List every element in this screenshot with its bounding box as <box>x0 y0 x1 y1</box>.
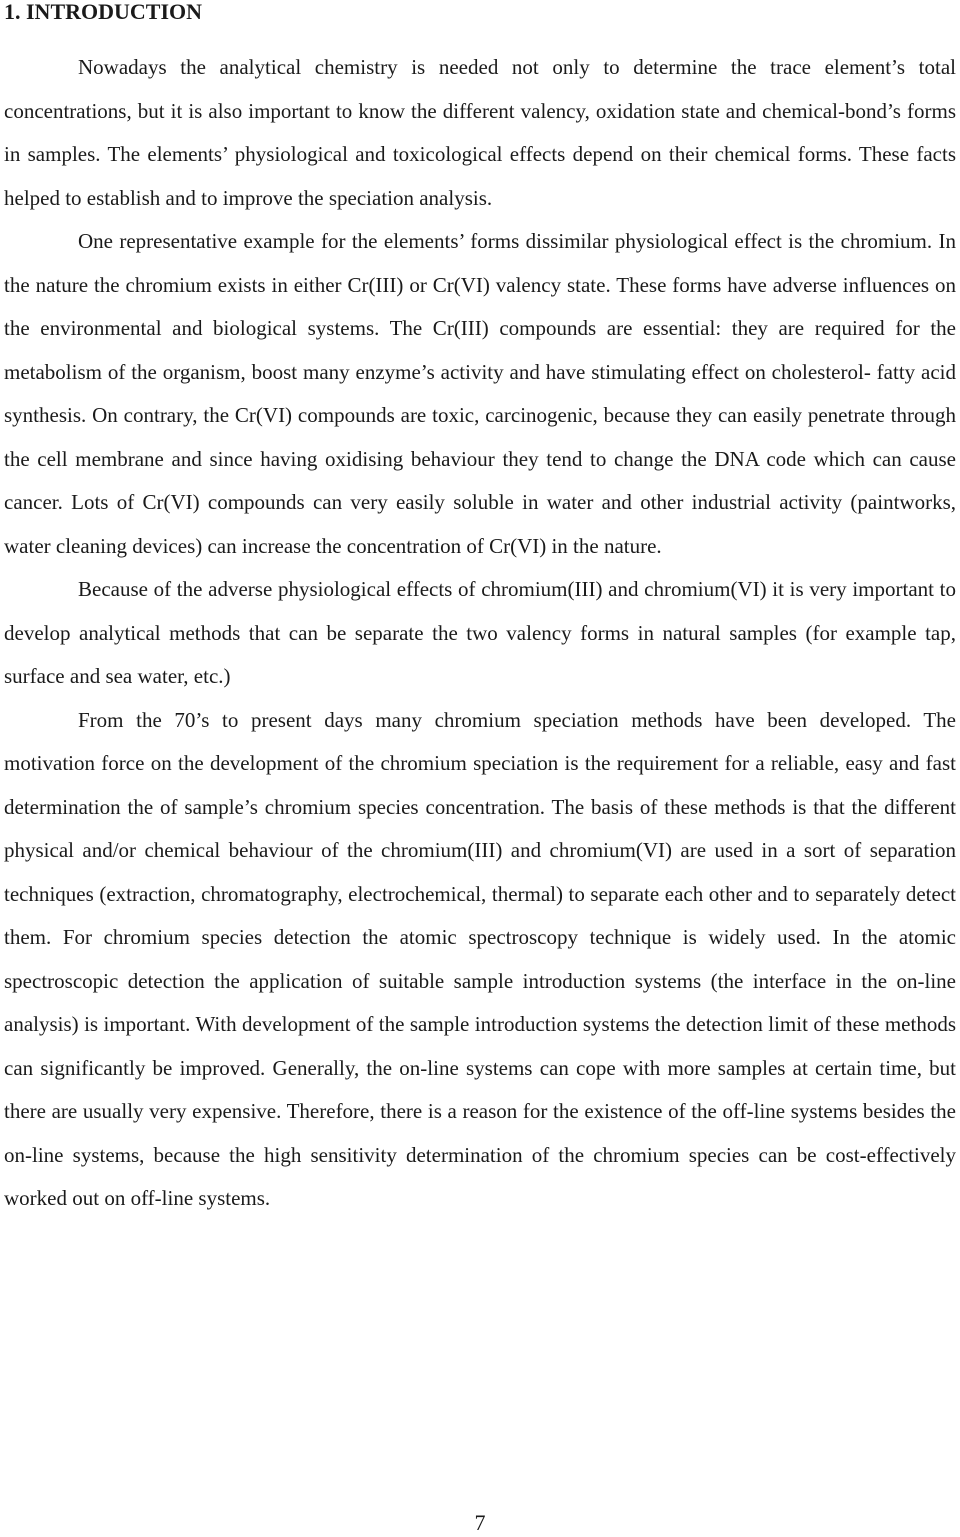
document-page <box>4 0 956 1221</box>
section-heading: 1. INTRODUCTION <box>4 0 203 24</box>
paragraph-2: One representative example for the elements’ forms dissimilar physiological effect is the chromium. In the nature the chromium exists in either Cr(III) or Cr(VI) valency state. These forms have adverse influences on the environmental and biological systems. The Cr(III) compounds are essential: they are required for the metabolism of the organism, boost many enzyme’s activity and have stimulating effect on cholesterol- fatty acid synthesis. On contrary, the Cr(VI) compounds are toxic, carcinogenic, because they can easily penetrate through the cell membrane and since having oxidising behaviour they tend to change the DNA code which can cause cancer. Lots of Cr(VI) compounds can very easily soluble in water and other industrial activity (paintworks, water cleaning devices) can increase the concentration of Cr(VI) in the nature. <box>4 229 956 558</box>
paragraph-3: Because of the adverse physiological effects of chromium(III) and chromium(VI) it is very important to develop analytical methods that can be separate the two valency forms in natural samples (for example tap, surface and sea water, etc.) <box>4 577 956 688</box>
page-number: 7 <box>474 1510 486 1535</box>
paragraph-4: From the 70’s to present days many chromium speciation methods have been developed. The motivation force on the development of the chromium speciation is the requirement for a reliable, easy and fast determination the of sample’s chromium species concentration. The basis of these methods is that the different physical and/or chemical behaviour of the chromium(III) and chromium(VI) are used in a sort of separation techniques (extraction, chromatography, electrochemical, thermal) to separate each other and to separately detect them. For chromium species detection the atomic spectroscopy technique is widely used. In the atomic spectroscopic detection the application of suitable sample introduction systems (the interface in the on-line analysis) is important. With development of the sample introduction systems the detection limit of these methods can significantly be improved. Generally, the on-line systems can cope with more samples at certain time, but there are usually very expensive. Therefore, there is a reason for the existence of the off-line systems besides the on-line systems, because the high sensitivity determination of the chromium species can be cost-effectively worked out on off-line systems. <box>4 707 956 1210</box>
paragraph-1: Nowadays the analytical chemistry is needed not only to determine the trace element’s total concentrations, but it is also important to know the different valency, oxidation state and chemical-bond’s forms in samples. The elements’ physiological and toxicological effects depend on their chemical forms. These facts helped to establish and to improve the speciation analysis. <box>4 55 956 210</box>
